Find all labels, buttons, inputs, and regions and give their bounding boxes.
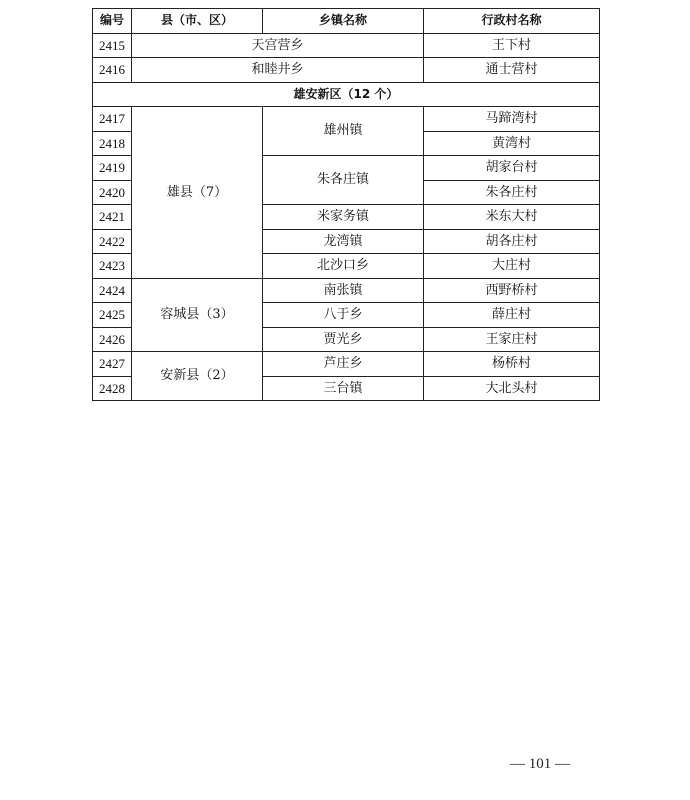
village-cell: 米东大村	[424, 205, 600, 230]
row-number: 2417	[93, 107, 132, 132]
township-cell: 龙湾镇	[263, 229, 424, 254]
county-cell: 雄县（7）	[132, 107, 263, 279]
section-row	[93, 82, 600, 107]
row-number: 2423	[93, 254, 132, 279]
row-number: 2421	[93, 205, 132, 230]
row-number: 2419	[93, 156, 132, 181]
header-village: 行政村名称	[424, 9, 600, 34]
township-cell: 雄州镇	[263, 107, 424, 156]
township-cell: 贾光乡	[263, 327, 424, 352]
village-cell: 王家庄村	[424, 327, 600, 352]
row-number: 2418	[93, 131, 132, 156]
village-cell: 朱各庄村	[424, 180, 600, 205]
township-cell: 三台镇	[263, 376, 424, 401]
row-number: 2415	[93, 33, 132, 58]
row-number: 2424	[93, 278, 132, 303]
row-number: 2426	[93, 327, 132, 352]
village-cell: 黄湾村	[424, 131, 600, 156]
village-cell: 大庄村	[424, 254, 600, 279]
village-cell: 大北头村	[424, 376, 600, 401]
county-cell: 安新县（2）	[132, 352, 263, 401]
section-title: 雄安新区（12 个）	[93, 82, 600, 107]
row-number: 2420	[93, 180, 132, 205]
village-cell: 马蹄湾村	[424, 107, 600, 132]
township-cell: 北沙口乡	[263, 254, 424, 279]
village-register-table	[92, 8, 600, 401]
village-cell: 通士营村	[424, 58, 600, 83]
table-row	[93, 107, 600, 132]
table-row	[93, 352, 600, 377]
township-cell: 南张镇	[263, 278, 424, 303]
header-county: 县（市、区）	[132, 9, 263, 34]
village-cell: 薛庄村	[424, 303, 600, 328]
township-cell: 米家务镇	[263, 205, 424, 230]
row-number: 2427	[93, 352, 132, 377]
row-number: 2416	[93, 58, 132, 83]
township-cell: 朱各庄镇	[263, 156, 424, 205]
village-cell: 胡各庄村	[424, 229, 600, 254]
header-number: 编号	[93, 9, 132, 34]
page-number: — 101 —	[510, 756, 570, 772]
village-cell: 王下村	[424, 33, 600, 58]
row-number: 2425	[93, 303, 132, 328]
township-cell: 八于乡	[263, 303, 424, 328]
table-row	[93, 278, 600, 303]
row-number: 2422	[93, 229, 132, 254]
village-cell: 杨桥村	[424, 352, 600, 377]
header-township: 乡镇名称	[263, 9, 424, 34]
table-row	[93, 33, 600, 58]
county-cell: 容城县（3）	[132, 278, 263, 352]
township-cell: 芦庄乡	[263, 352, 424, 377]
row-number: 2428	[93, 376, 132, 401]
township-cell: 天宫营乡	[132, 33, 424, 58]
table-row	[93, 58, 600, 83]
township-cell: 和睦井乡	[132, 58, 424, 83]
village-cell: 西野桥村	[424, 278, 600, 303]
table-header-row	[93, 9, 600, 34]
village-cell: 胡家台村	[424, 156, 600, 181]
